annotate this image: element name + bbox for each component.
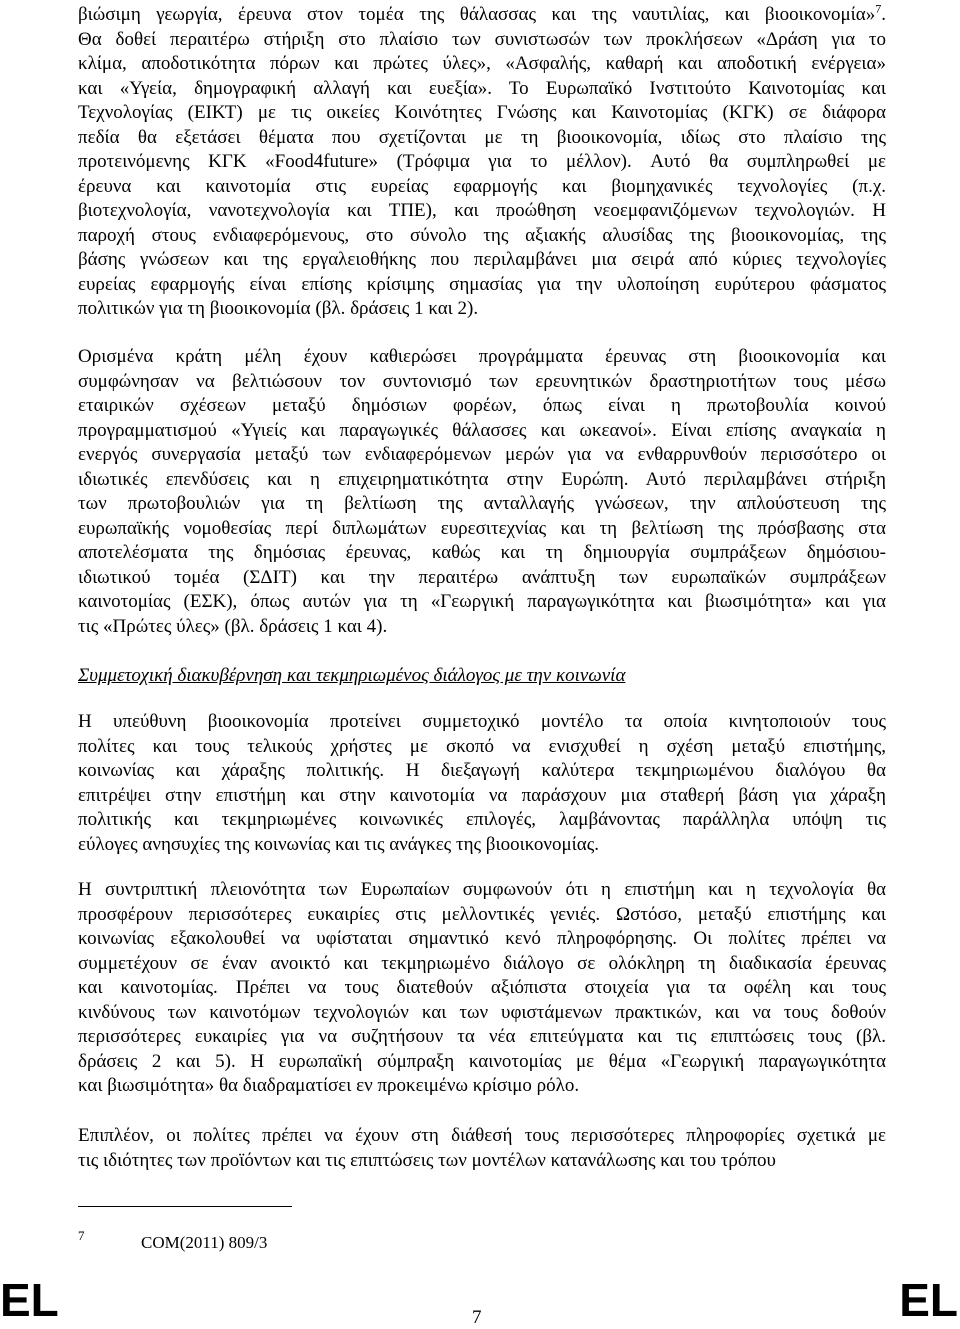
text-line bbox=[78, 101, 886, 125]
text-line bbox=[78, 759, 886, 783]
text-line bbox=[78, 952, 886, 976]
text-line-content: κλίμα, αποδοτικότητα πόρων και πρώτες ύλες», «Ασφαλής, καθαρή και αποδοτική ενέργεια» bbox=[78, 53, 886, 74]
footnote-separator bbox=[78, 1206, 292, 1207]
text-line-content: Επιπλέον, οι πολίτες πρέπει να έχουν στη διάθεσή τους περισσότερες πληροφορίες σχετικά με bbox=[78, 1125, 886, 1146]
text-line bbox=[78, 297, 886, 321]
text-line bbox=[78, 927, 886, 951]
text-line-content: συμφώνησαν να βελτιώσουν τον συντονισμό των ερευνητικών δραστηριοτήτων τους μέσω bbox=[78, 370, 886, 392]
text-line bbox=[78, 615, 886, 639]
text-line bbox=[78, 224, 886, 248]
text-line bbox=[78, 126, 886, 150]
text-line-content: Ορισμένα κράτη μέλη έχουν καθιερώσει προγράμματα έρευνας στη βιοοικονομία και bbox=[78, 346, 886, 367]
text-line-content: περισσότερες ευκαιρίες για να συζητήσουν τα νέα επιτεύγματα και τις επιπτώσεις τους (βλ. bbox=[78, 1026, 886, 1047]
text-line-content: πολιτικής και τεκμηριωμένες κοινωνικές επιλογές, λαμβάνοντας παράλληλα υπόψη τις bbox=[78, 809, 886, 830]
footnote-text: COM(2011) 809/3 bbox=[141, 1233, 268, 1252]
text-line-content: ενεργός συνεργασία μεταξύ των ενδιαφερόμενων μερών για να ενθαρρυνθούν περισσότερο οι bbox=[78, 444, 886, 465]
text-line bbox=[78, 735, 886, 759]
text-line-content: ευρωπαϊκής νομοθεσίας περί διπλωμάτων ευρεσιτεχνίας και τη βελτίωση της πρόσβασης στα bbox=[78, 517, 886, 539]
text-line bbox=[78, 903, 886, 927]
text-line bbox=[78, 1050, 886, 1074]
text-line-content: και «Υγεία, δημογραφική αλλαγή και ευεξία». Το Ευρωπαϊκό Ινστιτούτο Καινοτομίας και bbox=[78, 77, 886, 99]
footnote-number: 7 bbox=[78, 1228, 85, 1243]
text-line-content: προγραμματισμού «Υγιείς και παραγωγικές θάλασσες και ωκεανοί». Είναι επίσης αναγκαία η bbox=[78, 419, 886, 441]
text-line bbox=[78, 1001, 886, 1025]
text-line bbox=[78, 1025, 886, 1049]
text-line-content: προτεινόμενης ΚΓΚ «Food4future» (Τρόφιμα για το μέλλον). Αυτό θα συμπληρωθεί με bbox=[78, 151, 886, 172]
text-line bbox=[78, 878, 886, 902]
text-line bbox=[78, 710, 886, 734]
text-line-content: βάσης γνώσεων και της εργαλειοθήκης που περιλαμβάνει μια σειρά από κύριες τεχνολογίες bbox=[78, 249, 886, 270]
text-line bbox=[78, 150, 886, 174]
page-number: 7 bbox=[472, 1307, 482, 1328]
text-line-content: ιδιωτικές επενδύσεις και η επιχειρηματικότητα στην Ευρώπη. Αυτό περιλαμβάνει στήριξη bbox=[78, 468, 886, 490]
text-line-content: κοινωνίας και χάραξης πολιτικής. Η διεξαγωγή καλύτερα τεκμηριωμένου διαλόγου θα bbox=[78, 760, 886, 781]
text-line-content: καινοτομίας (ΕΣΚ), όπως αυτών για τη «Γεωργική παραγωγικότητα και βιωσιμότητα» και για bbox=[78, 591, 886, 612]
text-line bbox=[78, 784, 886, 808]
text-line-content: τις ιδιότητες των προϊόντων και τις επιπτώσεις των μοντέλων κατανάλωσης και του τρόπου bbox=[78, 1149, 776, 1171]
text-line bbox=[78, 419, 886, 443]
text-line-content: εταιρικών σχέσεων μεταξύ δημόσιων φορέων, όπως είναι η πρωτοβουλία κοινού bbox=[78, 395, 886, 416]
text-line-content: προσφέρουν περισσότερες ευκαιρίες στις μελλοντικές γενιές. Ωστόσο, μεταξύ επιστήμης και bbox=[78, 903, 886, 925]
text-line bbox=[78, 443, 886, 467]
text-line bbox=[78, 248, 886, 272]
text-line bbox=[78, 566, 886, 590]
text-line bbox=[78, 1149, 886, 1173]
text-line bbox=[78, 273, 886, 297]
language-code-left: EL bbox=[0, 1274, 59, 1326]
text-line-content: κινδύνους των καινοτόμων τεχνολογιών και των υφιστάμενων πρακτικών, και να τους δοθούν bbox=[78, 1001, 886, 1023]
text-line-content: των πρωτοβουλιών για τη βελτίωση της ανταλλαγής γνώσεων, την απλούστευση της bbox=[78, 493, 886, 514]
text-line-content: Τεχνολογίας (ΕΙΚΤ) με τις οικείες Κοινότητες Γνώσης και Καινοτομίας (ΚΓΚ) σε διάφορα bbox=[78, 102, 886, 123]
text-line bbox=[78, 468, 886, 492]
text-line-content: δράσεις 2 και 5). Η ευρωπαϊκή σύμπραξη καινοτομίας με θέμα «Γεωργική παραγωγικότητα bbox=[78, 1050, 886, 1072]
text-line bbox=[78, 370, 886, 394]
text-line-content: βιοτεχνολογία, νανοτεχνολογία και ΤΠΕ), και προώθηση νεοεμφανιζόμενων τεχνολογιών. Η bbox=[78, 200, 886, 221]
text-line-content: Η συντριπτική πλειονότητα των Ευρωπαίων συμφωνούν ότι η επιστήμη και η τεχνολογία θα bbox=[78, 879, 886, 900]
text-line bbox=[78, 808, 886, 832]
text-line bbox=[78, 541, 886, 565]
text-line-content: τις «Πρώτες ύλες» (βλ. δράσεις 1 και 4). bbox=[78, 615, 388, 637]
footnote-reference: 7 bbox=[875, 1, 882, 16]
text-line bbox=[78, 1074, 886, 1098]
text-line-content: αποτελέσματα της δημόσιας έρευνας, καθώς και τη δημιουργία συμπράξεων δημόσιου- bbox=[78, 542, 886, 563]
text-line bbox=[78, 3, 886, 27]
text-line bbox=[78, 199, 886, 223]
text-line bbox=[78, 517, 886, 541]
text-line bbox=[78, 28, 886, 52]
text-line-content: και καινοτομίας. Πρέπει να τους διατεθούν αξιόπιστα στοιχεία για τα οφέλη και τους bbox=[78, 977, 886, 998]
text-line bbox=[78, 492, 886, 516]
text-line-content: συμμετέχουν σε έναν ανοικτό και τεκμηριωμένο διάλογο σε ολόκληρη τη διαδικασία έρευνας bbox=[78, 952, 886, 974]
text-line-content: ευρείας εφαρμογής είναι επίσης κρίσιμης σημασίας για την υλοποίηση ευρύτερου φάσματος bbox=[78, 273, 886, 295]
text-line-content: Η υπεύθυνη βιοοικονομία προτείνει συμμετοχικό μοντέλο τα οποία κινητοποιούν τους bbox=[78, 711, 886, 732]
text-line-content: έρευνα και καινοτομία στις ευρείας εφαρμογής και βιομηχανικές τεχνολογίες (π.χ. bbox=[78, 175, 886, 197]
text-line-content: εύλογες ανησυχίες της κοινωνίας και τις ανάγκες της βιοοικονομίας. bbox=[78, 833, 599, 855]
text-line-content: πολίτες και τους τελικούς χρήστες με σκοπό να ενισχυθεί η σχέση μεταξύ επιστήμης, bbox=[78, 735, 886, 757]
text-line bbox=[78, 52, 886, 76]
text-line-content: κοινωνίας εξακολουθεί να υφίσταται σημαντικό κενό πληροφόρησης. Οι πολίτες πρέπει να bbox=[78, 928, 886, 949]
text-line-content: και βιωσιμότητα» θα διαδραματίσει εν προκειμένω κρίσιμο ρόλο. bbox=[78, 1075, 580, 1096]
text-line-content: Θα δοθεί περαιτέρω στήριξη στο πλαίσιο των συνιστωσών των προκλήσεων «Δράση για το bbox=[78, 28, 886, 50]
text-line-content: πολιτικών για τη βιοοικονομία (βλ. δράσεις 1 και 2). bbox=[78, 298, 479, 319]
text-line-content: επιτρέψει στην επιστήμη και στην καινοτομία να παράσχουν μια σταθερή βάση για χάραξη bbox=[78, 784, 886, 806]
section-heading: Συμμετοχική διακυβέρνηση και τεκμηριωμένος διάλογος με την κοινωνία bbox=[78, 665, 626, 686]
text-line bbox=[78, 590, 886, 614]
text-line-content: ιδιωτικού τομέα (ΣΔΙΤ) και την περαιτέρω ανάπτυξη των ευρωπαϊκών συμπράξεων bbox=[78, 566, 886, 588]
text-line bbox=[78, 394, 886, 418]
text-line-tail: . bbox=[881, 4, 886, 25]
text-line bbox=[78, 175, 886, 199]
text-line bbox=[78, 833, 886, 857]
text-line bbox=[78, 345, 886, 369]
language-code-right: EL bbox=[899, 1274, 958, 1326]
text-line bbox=[78, 1124, 886, 1148]
text-line-content: πεδία θα εξετάσει θέματα που σχετίζονται με τη βιοοικονομία, ιδίως στο πλαίσιο της bbox=[78, 126, 886, 148]
text-line-content: βιώσιμη γεωργία, έρευνα στον τομέα της θάλασσας και της ναυτιλίας, και βιοοικονομία» bbox=[78, 4, 876, 25]
text-line-content: παροχή στους ενδιαφερόμενους, στο σύνολο της αξιακής αλυσίδας της βιοοικονομίας, της bbox=[78, 224, 886, 246]
text-line bbox=[78, 77, 886, 101]
text-line bbox=[78, 976, 886, 1000]
